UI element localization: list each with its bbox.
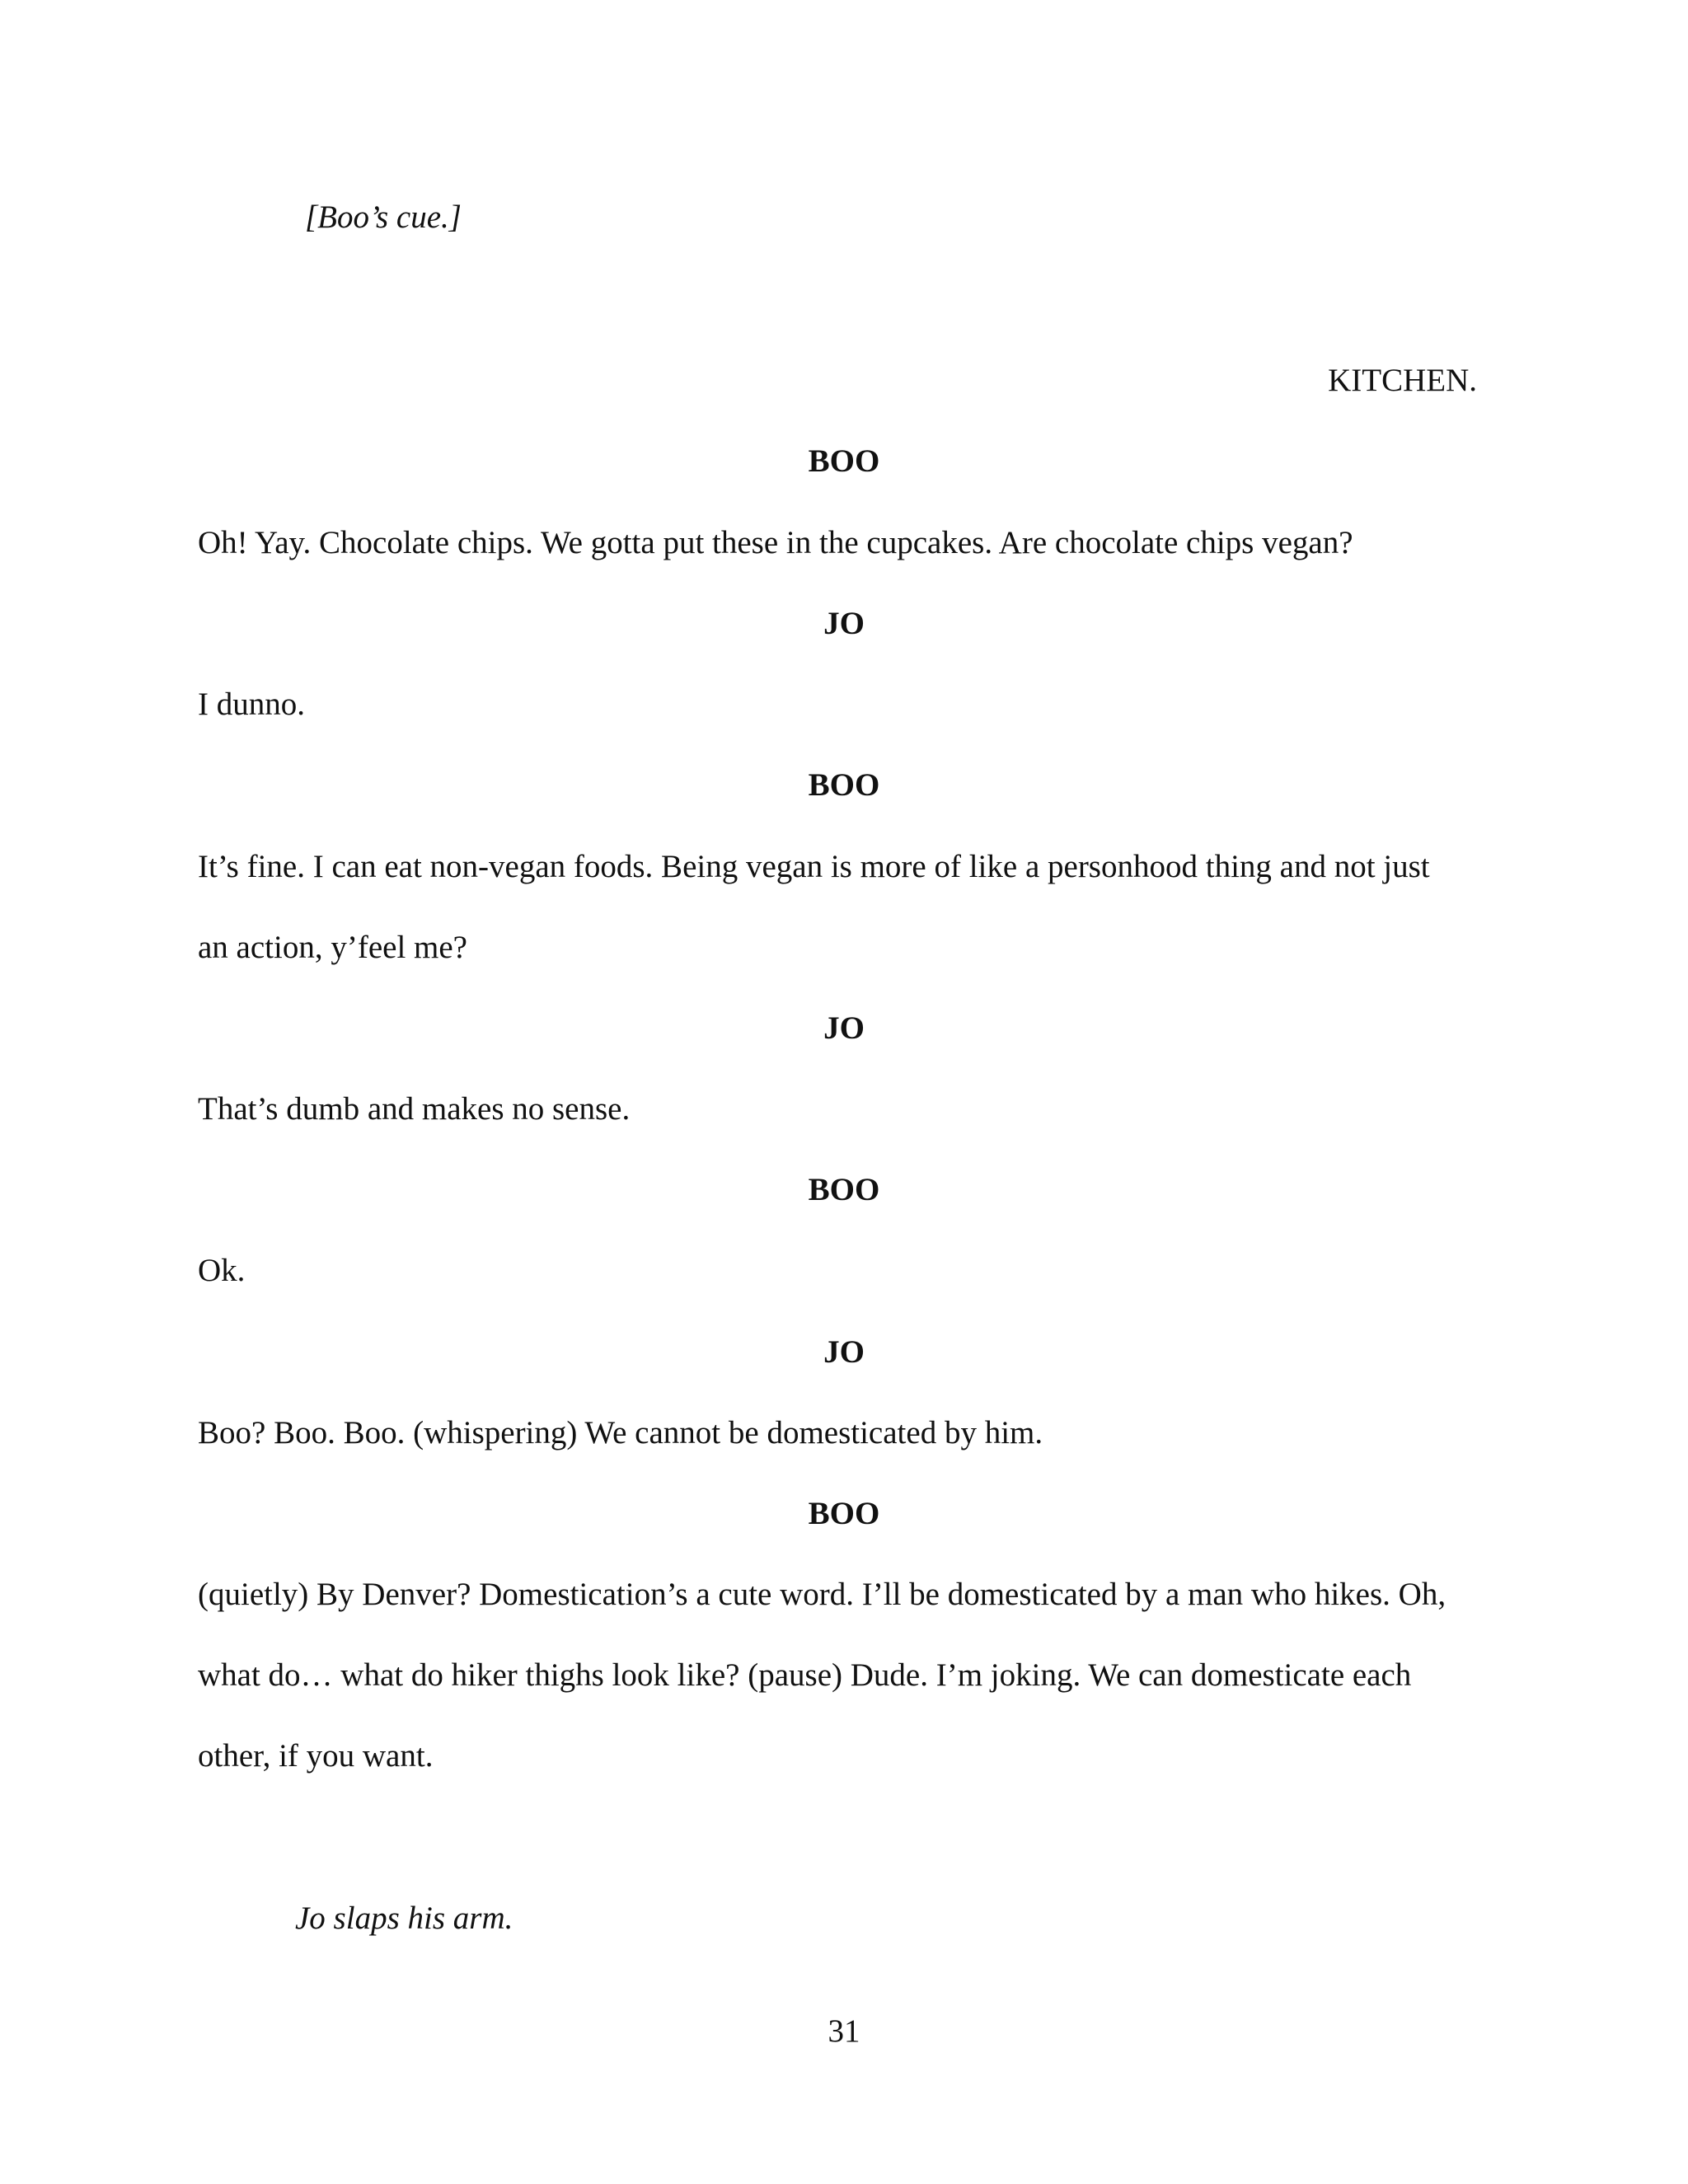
scene-heading: KITCHEN. (1328, 363, 1477, 398)
speaker-name: BOO (808, 767, 880, 803)
speaker-name: JO (823, 606, 865, 641)
speaker-name: JO (823, 1010, 865, 1046)
speaker-name: BOO (808, 1496, 880, 1531)
dialogue-line: Ok. (198, 1253, 246, 1288)
stage-direction-action: Jo slaps his arm. (295, 1900, 513, 1936)
dialogue-line: Boo? Boo. Boo. (whispering) We cannot be domesticated by him. (198, 1415, 1043, 1451)
dialogue-line: other, if you want. (198, 1738, 434, 1774)
stage-direction-cue: [Boo’s cue.] (305, 199, 462, 235)
page-number: 31 (828, 2013, 860, 2049)
dialogue-line: Oh! Yay. Chocolate chips. We gotta put these in the cupcakes. Are chocolate chips vegan? (198, 525, 1353, 560)
dialogue-line: what do… what do hiker thighs look like? (pause) Dude. I’m joking. We can domesticate each (198, 1657, 1412, 1693)
dialogue-line: an action, y’feel me? (198, 930, 467, 965)
dialogue-line: I dunno. (198, 687, 305, 722)
speaker-name: JO (823, 1334, 865, 1370)
dialogue-line: It’s fine. I can eat non-vegan foods. Being vegan is more of like a personhood thing and not just (198, 849, 1430, 884)
dialogue-line: (quietly) By Denver? Domestication’s a cute word. I’ll be domesticated by a man who hikes. Oh, (198, 1577, 1447, 1612)
speaker-name: BOO (808, 1172, 880, 1207)
speaker-name: BOO (808, 443, 880, 479)
dialogue-line: That’s dumb and makes no sense. (198, 1091, 631, 1127)
